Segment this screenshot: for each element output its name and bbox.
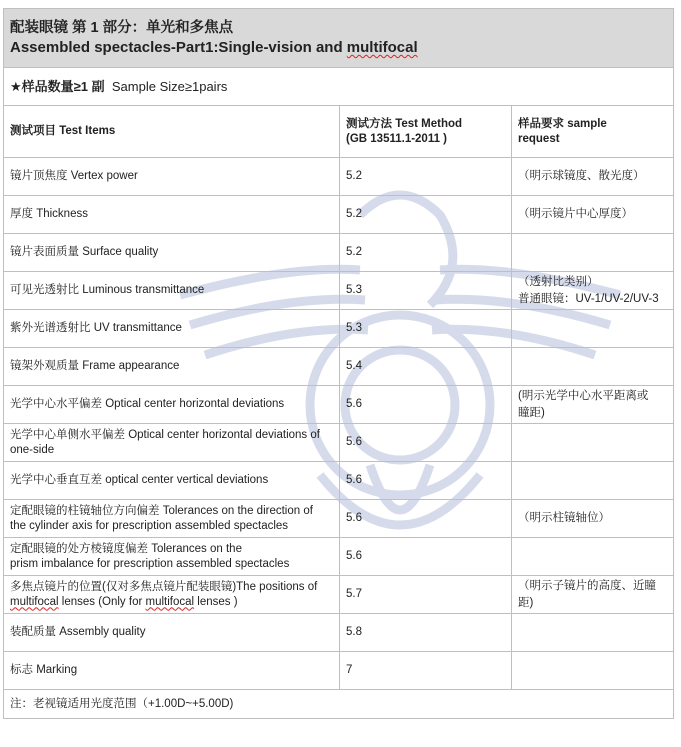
test-item-cell bbox=[4, 462, 340, 500]
table-row bbox=[4, 538, 674, 576]
header-sample-request bbox=[512, 106, 674, 158]
test-item-cell bbox=[4, 538, 340, 576]
test-method-cell: 5.6 bbox=[340, 424, 512, 462]
test-method-cell: 5.6 bbox=[340, 386, 512, 424]
test-item-text-cont: the cylinder axis for prescription assembled spectacles bbox=[10, 519, 289, 532]
test-item-text: 多焦点镜片的位置(仅对多焦点镜片配装眼镜)The positions of bbox=[10, 580, 318, 593]
sample-request-cell bbox=[512, 386, 674, 424]
item-text-part: lenses (Only for bbox=[58, 595, 146, 608]
table-title bbox=[4, 9, 674, 68]
test-method-cell: 5.3 bbox=[340, 272, 512, 310]
test-method-cell: 5.6 bbox=[340, 462, 512, 500]
sample-request-cell bbox=[512, 424, 674, 462]
table-row bbox=[4, 500, 674, 538]
test-method-cell: 5.6 bbox=[340, 538, 512, 576]
title-en-prefix: Assembled spectacles-Part1:Single-vision and bbox=[10, 39, 347, 56]
test-item-text: 厚度 Thickness bbox=[10, 208, 88, 220]
header-test-method bbox=[340, 106, 512, 158]
table-row bbox=[4, 576, 674, 614]
test-item-text: 定配眼镜的处方棱镜度偏差 Tolerances on the bbox=[10, 542, 242, 555]
item-text-part: lenses ) bbox=[194, 595, 238, 608]
table-row bbox=[4, 310, 674, 348]
table-row bbox=[4, 272, 674, 310]
test-item-cell bbox=[4, 424, 340, 462]
test-method-cell: 5.2 bbox=[340, 196, 512, 234]
test-method-cell: 7 bbox=[340, 652, 512, 690]
sample-request-cell bbox=[512, 462, 674, 500]
table-row bbox=[4, 158, 674, 196]
test-item-cell bbox=[4, 310, 340, 348]
sample-request-text: （明示柱镜轴位） bbox=[518, 512, 610, 524]
sample-size-en: Sample Size≥1pairs bbox=[111, 79, 228, 94]
test-item-cell bbox=[4, 196, 340, 234]
test-item-cell bbox=[4, 158, 340, 196]
test-method-cell: 5.2 bbox=[340, 234, 512, 272]
table-row bbox=[4, 462, 674, 500]
test-method-cell: 5.8 bbox=[340, 614, 512, 652]
test-item-cell bbox=[4, 614, 340, 652]
sample-request-cell bbox=[512, 234, 674, 272]
test-item-text: 镜片顶焦度 Vertex power bbox=[10, 170, 138, 182]
test-item-text-cont: prism imbalance for prescription assembled spectacles bbox=[10, 557, 290, 570]
test-item-text: 标志 Marking bbox=[10, 664, 78, 676]
test-item-cell bbox=[4, 576, 340, 614]
sample-request-cell bbox=[512, 310, 674, 348]
test-item-cell bbox=[4, 652, 340, 690]
test-item-cell bbox=[4, 500, 340, 538]
title-cn: 配装眼镜 第 1 部分：单光和多焦点 bbox=[10, 20, 234, 36]
spec-table bbox=[3, 8, 674, 719]
sample-request-text-cont: 距) bbox=[518, 596, 534, 609]
test-item-text: 光学中心垂直互差 optical center vertical deviations bbox=[10, 474, 269, 486]
sample-request-cell bbox=[512, 652, 674, 690]
sample-size-row bbox=[4, 68, 674, 106]
sample-request-cell bbox=[512, 196, 674, 234]
sample-request-cell bbox=[512, 158, 674, 196]
test-item-cell bbox=[4, 234, 340, 272]
sample-request-text: （透射比类别） bbox=[518, 275, 599, 288]
test-method-cell: 5.3 bbox=[340, 310, 512, 348]
table-row bbox=[4, 234, 674, 272]
title-en-flagged: multifocal bbox=[346, 39, 418, 56]
sample-request-cell bbox=[512, 500, 674, 538]
table-row bbox=[4, 652, 674, 690]
test-item-text-cont: one-side bbox=[10, 443, 55, 456]
test-method-cell: 5.4 bbox=[340, 348, 512, 386]
header-request-line2: request bbox=[518, 132, 560, 145]
test-item-text: 可见光透射比 Luminous transmittance bbox=[10, 284, 205, 296]
sample-size-cn: ★样品数量≥1 副 bbox=[10, 79, 105, 94]
table-row bbox=[4, 424, 674, 462]
test-item-cell bbox=[4, 348, 340, 386]
sample-request-text: （明示镜片中心厚度） bbox=[518, 208, 633, 220]
sample-request-text-cont: 普通眼镜：UV-1/UV-2/UV-3 bbox=[518, 292, 659, 305]
sample-request-cell bbox=[512, 614, 674, 652]
sample-request-cell bbox=[512, 272, 674, 310]
sample-request-text-cont: 瞳距) bbox=[518, 406, 545, 419]
test-item-cell bbox=[4, 386, 340, 424]
test-item-text: 光学中心单侧水平偏差 Optical center horizontal deviations of bbox=[10, 428, 320, 441]
sample-request-text: (明示光学中心水平距离或 bbox=[518, 389, 649, 402]
header-method-line2: (GB 13511.1-2011 ) bbox=[346, 132, 448, 145]
flagged-word: multifocal bbox=[145, 595, 195, 608]
test-item-text: 镜架外观质量 Frame appearance bbox=[10, 360, 180, 372]
table-row bbox=[4, 196, 674, 234]
title-en bbox=[10, 38, 667, 57]
test-item-text: 光学中心水平偏差 Optical center horizontal deviations bbox=[10, 398, 285, 410]
test-item-text: 镜片表面质量 Surface quality bbox=[10, 246, 159, 258]
table-row bbox=[4, 348, 674, 386]
test-item-text-cont bbox=[10, 595, 333, 610]
test-method-cell: 5.6 bbox=[340, 500, 512, 538]
test-method-cell: 5.7 bbox=[340, 576, 512, 614]
sample-request-cell bbox=[512, 348, 674, 386]
test-item-text: 装配质量 Assembly quality bbox=[10, 626, 146, 638]
test-item-cell bbox=[4, 272, 340, 310]
table-row bbox=[4, 386, 674, 424]
test-item-text: 紫外光谱透射比 UV transmittance bbox=[10, 322, 182, 334]
table-row bbox=[4, 614, 674, 652]
header-test-items: 测试项目 Test Items bbox=[4, 106, 340, 158]
sample-request-cell bbox=[512, 576, 674, 614]
footnote: 注：老视镜适用光度范围（+1.00D~+5.00D) bbox=[4, 690, 674, 719]
header-method-line1: 测试方法 Test Method bbox=[346, 117, 463, 130]
test-method-cell: 5.2 bbox=[340, 158, 512, 196]
header-request-line1: 样品要求 sample bbox=[518, 117, 607, 130]
sample-request-text: （明示子镜片的高度、近瞳 bbox=[518, 579, 656, 592]
flagged-word: multifocal bbox=[10, 595, 59, 608]
test-item-text: 定配眼镜的柱镜轴位方向偏差 Tolerances on the direction of bbox=[10, 504, 313, 517]
sample-request-cell bbox=[512, 538, 674, 576]
sample-request-text: （明示球镜度、散光度） bbox=[518, 170, 645, 182]
